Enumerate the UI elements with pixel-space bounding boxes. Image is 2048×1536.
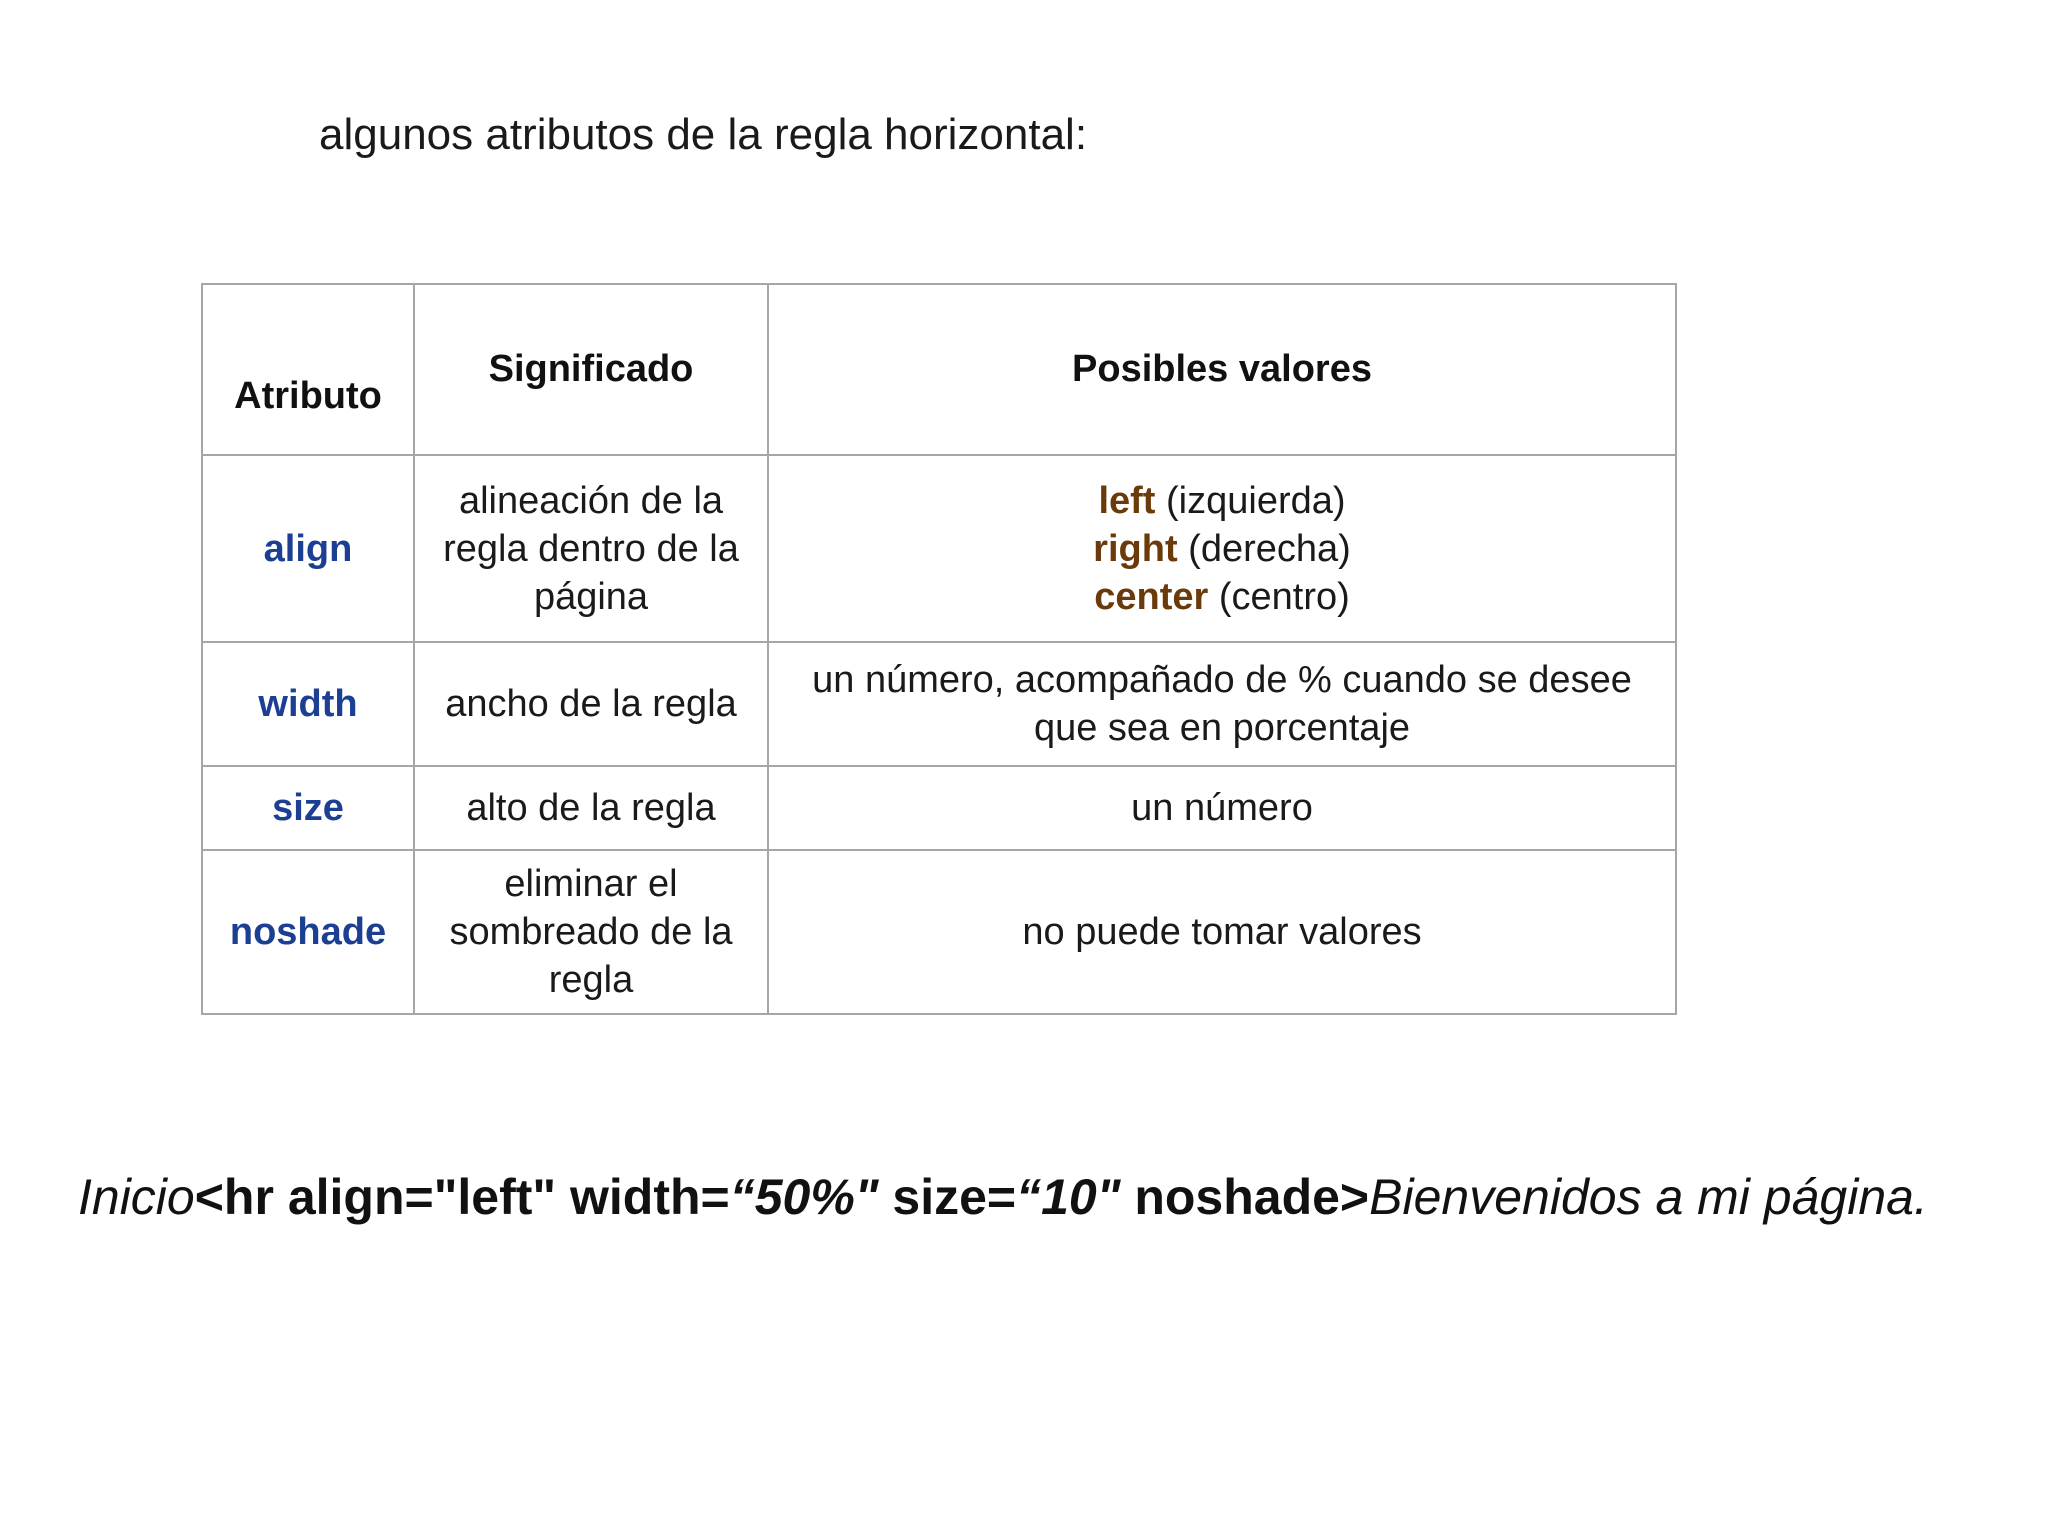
header-values: Posibles valores: [768, 284, 1676, 455]
values-cell: un número: [768, 766, 1676, 850]
header-meaning: Significado: [414, 284, 768, 455]
html-example-line: [78, 1166, 1928, 1228]
value-keyword: right: [1093, 527, 1178, 570]
example-tag-close: noshade>: [1120, 1169, 1370, 1225]
value-note: (derecha): [1177, 527, 1351, 570]
value-keyword: left: [1098, 479, 1156, 522]
meaning-cell: eliminar el sombreado de la regla: [414, 850, 768, 1014]
table-row: [202, 766, 1676, 850]
value-line: [779, 477, 1665, 525]
value-line: [779, 525, 1665, 573]
table-row: [202, 455, 1676, 642]
table-header-row: [202, 284, 1676, 455]
values-cell: un número, acompañado de % cuando se desee que sea en porcentaje: [768, 642, 1676, 766]
value-note: (centro): [1208, 575, 1350, 618]
header-attribute: Atributo: [202, 284, 414, 455]
value-line: [779, 573, 1665, 621]
attributes-table: [201, 283, 1677, 1015]
attribute-name: size: [272, 787, 344, 829]
example-size-value: “10": [1016, 1169, 1121, 1225]
attribute-name: width: [258, 683, 358, 725]
value-note: (izquierda): [1155, 479, 1346, 522]
attribute-name: noshade: [229, 911, 387, 953]
slide-title: algunos atributos de la regla horizontal:: [319, 110, 1088, 159]
value-keyword: center: [1094, 575, 1209, 618]
attribute-cell: [202, 766, 414, 850]
attribute-cell: [202, 455, 414, 642]
table-row: [202, 850, 1676, 1014]
attribute-name: align: [263, 527, 353, 570]
values-cell: [768, 455, 1676, 642]
values-cell: no puede tomar valores: [768, 850, 1676, 1014]
attribute-cell: [202, 642, 414, 766]
example-size-attr: size=: [878, 1169, 1017, 1225]
meaning-cell: alineación de la regla dentro de la página: [414, 455, 768, 642]
example-before-text: Inicio: [78, 1169, 195, 1225]
attribute-cell: [202, 850, 414, 1014]
table-row: [202, 642, 1676, 766]
meaning-cell: alto de la regla: [414, 766, 768, 850]
example-width-value: “50%": [729, 1169, 879, 1225]
meaning-cell: ancho de la regla: [414, 642, 768, 766]
example-tag-open: <hr align="left" width=: [194, 1169, 730, 1225]
example-after-text: Bienvenidos a mi página.: [1369, 1169, 1928, 1225]
